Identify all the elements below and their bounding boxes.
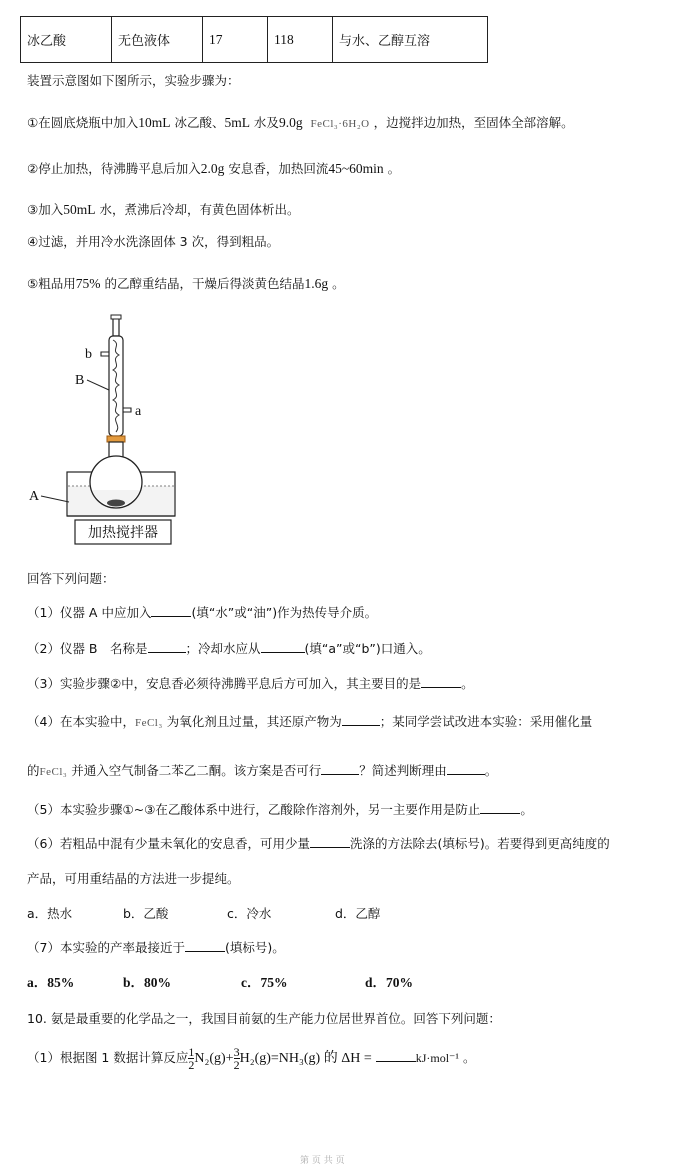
question-3 bbox=[27, 675, 474, 693]
question-text: （2）仪器 B 名称是 bbox=[27, 641, 148, 656]
step-text: ，边搅拌边加热，至固体全部溶解。 bbox=[373, 115, 574, 130]
question-text: （4）在本实验中， bbox=[27, 714, 135, 729]
table-cell: 17 bbox=[203, 17, 268, 63]
question-7 bbox=[27, 939, 285, 957]
answer-blank bbox=[447, 762, 485, 775]
table-cell: 与水、乙醇互溶 bbox=[333, 17, 488, 63]
step-text: ③加入 bbox=[27, 202, 64, 217]
question-6-cont: 产品，可用重结晶的方法进一步提纯。 bbox=[27, 871, 240, 886]
numerator: 3 bbox=[233, 1045, 240, 1059]
question-text: 。 bbox=[484, 763, 498, 778]
option: c．75% bbox=[241, 975, 288, 990]
question-text: ？简述判断理由 bbox=[359, 763, 447, 778]
question-2 bbox=[27, 640, 431, 658]
question-text: （6）若粗品中混有少量未氧化的安息香，可用少量 bbox=[27, 836, 310, 851]
pointer-B bbox=[87, 380, 109, 390]
option: a．85% bbox=[27, 975, 75, 990]
question-text: （1）根据图 1 数据计算反应 bbox=[27, 1050, 189, 1065]
question-text: （5）本实验步骤①~③在乙酸体系中进行，乙酸除作溶剂外，另一主要作用是防止 bbox=[27, 802, 481, 817]
formula: FeCl₃ bbox=[39, 766, 68, 778]
port-a bbox=[123, 408, 131, 412]
option: c．冷水 bbox=[227, 906, 272, 921]
step-5 bbox=[27, 275, 345, 293]
answer-blank bbox=[261, 640, 305, 653]
question-10: 10. 氨是最重要的化学品之一，我国目前氨的生产能力位居世界首位。回答下列问题： bbox=[27, 1011, 501, 1026]
question-text: 并通入空气制备二苯乙二酮。该方案是否可行 bbox=[71, 763, 322, 778]
question-text: (填“水”或“油”)作为热传导介质。 bbox=[191, 605, 378, 620]
question-10-1 bbox=[27, 1043, 475, 1074]
question-text: (填标号)。 bbox=[224, 940, 285, 955]
denominator: 2 bbox=[188, 1058, 195, 1072]
label-a: a bbox=[135, 404, 142, 419]
question-6 bbox=[27, 835, 610, 853]
port-b bbox=[101, 352, 109, 356]
equation-part: N₂(g)+ bbox=[194, 1051, 234, 1066]
label-A: A bbox=[29, 489, 40, 504]
answer-blank bbox=[148, 640, 186, 653]
step-3 bbox=[27, 201, 299, 219]
value: 45~60min bbox=[328, 161, 384, 176]
answer-blank bbox=[376, 1049, 416, 1062]
value: 75% bbox=[75, 276, 101, 291]
stirrer-label: 加热搅拌器 bbox=[88, 526, 158, 541]
numerator: 1 bbox=[188, 1045, 195, 1059]
question-text: 。 bbox=[461, 676, 474, 691]
question-4 bbox=[27, 713, 592, 732]
value: 9.0g bbox=[278, 115, 303, 130]
label-b: b bbox=[85, 347, 92, 362]
option: b．80% bbox=[123, 975, 172, 990]
question-4-cont bbox=[27, 762, 497, 781]
step-text: 水及 bbox=[249, 115, 279, 130]
question-text: 洗涤的方法除去(填标号)。若要得到更高纯度的 bbox=[349, 836, 610, 851]
unit: kJ·mol⁻¹ bbox=[415, 1051, 459, 1065]
question-text: (填“a”或“b”)口通入。 bbox=[304, 641, 431, 656]
step-4: ④过滤，并用冷水洗涤固体 3 次，得到粗品。 bbox=[27, 234, 280, 249]
question-text: ；某同学尝试改进本实验：采用催化量 bbox=[379, 714, 593, 729]
formula: FeCl₃ bbox=[134, 717, 163, 729]
answer-blank bbox=[185, 939, 225, 952]
equation-part: H₂(g)=NH₃(g) 的 ΔH = bbox=[239, 1051, 372, 1066]
questions-intro: 回答下列问题： bbox=[27, 571, 115, 586]
option: a．热水 bbox=[27, 906, 73, 921]
step-text: 水，煮沸后冷却，有黄色固体析出。 bbox=[95, 202, 300, 217]
option: d．乙醇 bbox=[335, 906, 381, 921]
question-7-options bbox=[27, 974, 413, 992]
label-B: B bbox=[75, 373, 85, 388]
step-text: ⑤粗品用 bbox=[27, 276, 76, 291]
question-5 bbox=[27, 801, 533, 819]
value: 50mL bbox=[63, 202, 96, 217]
question-text: 。 bbox=[520, 802, 533, 817]
step-text: 。 bbox=[387, 161, 401, 176]
step-2 bbox=[27, 160, 400, 178]
stir-bar bbox=[107, 500, 125, 507]
apparatus-diagram bbox=[27, 310, 187, 555]
question-1 bbox=[27, 604, 377, 622]
step-text: 冰乙酸、 bbox=[170, 115, 225, 130]
property-table bbox=[20, 16, 488, 63]
intro-text: 装置示意图如下图所示，实验步骤为： bbox=[27, 73, 240, 88]
value: 10mL bbox=[138, 115, 171, 130]
answer-blank bbox=[151, 604, 191, 617]
table-cell: 118 bbox=[268, 17, 333, 63]
step-1 bbox=[27, 114, 574, 133]
question-text: （3）实验步骤②中，安息香必须待沸腾平息后方可加入，其主要目的是 bbox=[27, 676, 422, 691]
pointer-A bbox=[41, 496, 69, 502]
value: 5mL bbox=[224, 115, 250, 130]
answer-blank bbox=[342, 713, 380, 726]
value: 2.0g bbox=[200, 161, 225, 176]
question-6-options bbox=[27, 905, 380, 923]
question-text: 为氧化剂且过量，其还原产物为 bbox=[166, 714, 342, 729]
answer-blank bbox=[321, 762, 359, 775]
step-text: 的乙醇重结晶，干燥后得淡黄色结晶 bbox=[100, 276, 305, 291]
stopper bbox=[107, 436, 125, 442]
question-text: 。 bbox=[462, 1050, 476, 1065]
question-text: 的 bbox=[27, 763, 40, 778]
answer-blank bbox=[480, 801, 520, 814]
table-row bbox=[21, 17, 488, 63]
question-text: （7）本实验的产率最接近于 bbox=[27, 940, 185, 955]
condenser-top-tube bbox=[113, 318, 119, 336]
table-cell: 冰乙酸 bbox=[21, 17, 112, 63]
table-cell: 无色液体 bbox=[112, 17, 203, 63]
question-text: ；冷却水应从 bbox=[185, 641, 261, 656]
value: 1.6g bbox=[304, 276, 329, 291]
step-text: ②停止加热，待沸腾平息后加入 bbox=[27, 161, 201, 176]
step-text: 安息香，加热回流 bbox=[224, 161, 329, 176]
option: d．70% bbox=[365, 975, 414, 990]
page-footer: 第 页 共 页 bbox=[300, 1156, 345, 1166]
question-text: （1）仪器 A 中应加入 bbox=[27, 605, 152, 620]
condenser-cap bbox=[111, 315, 121, 319]
answer-blank bbox=[310, 835, 350, 848]
step-text: ①在圆底烧瓶中加入 bbox=[27, 115, 139, 130]
step-text: 。 bbox=[332, 276, 345, 291]
formula: FeCl₃·6H₂O bbox=[310, 118, 370, 130]
denominator: 2 bbox=[233, 1058, 240, 1072]
answer-blank bbox=[421, 675, 461, 688]
option: b．乙酸 bbox=[123, 906, 169, 921]
